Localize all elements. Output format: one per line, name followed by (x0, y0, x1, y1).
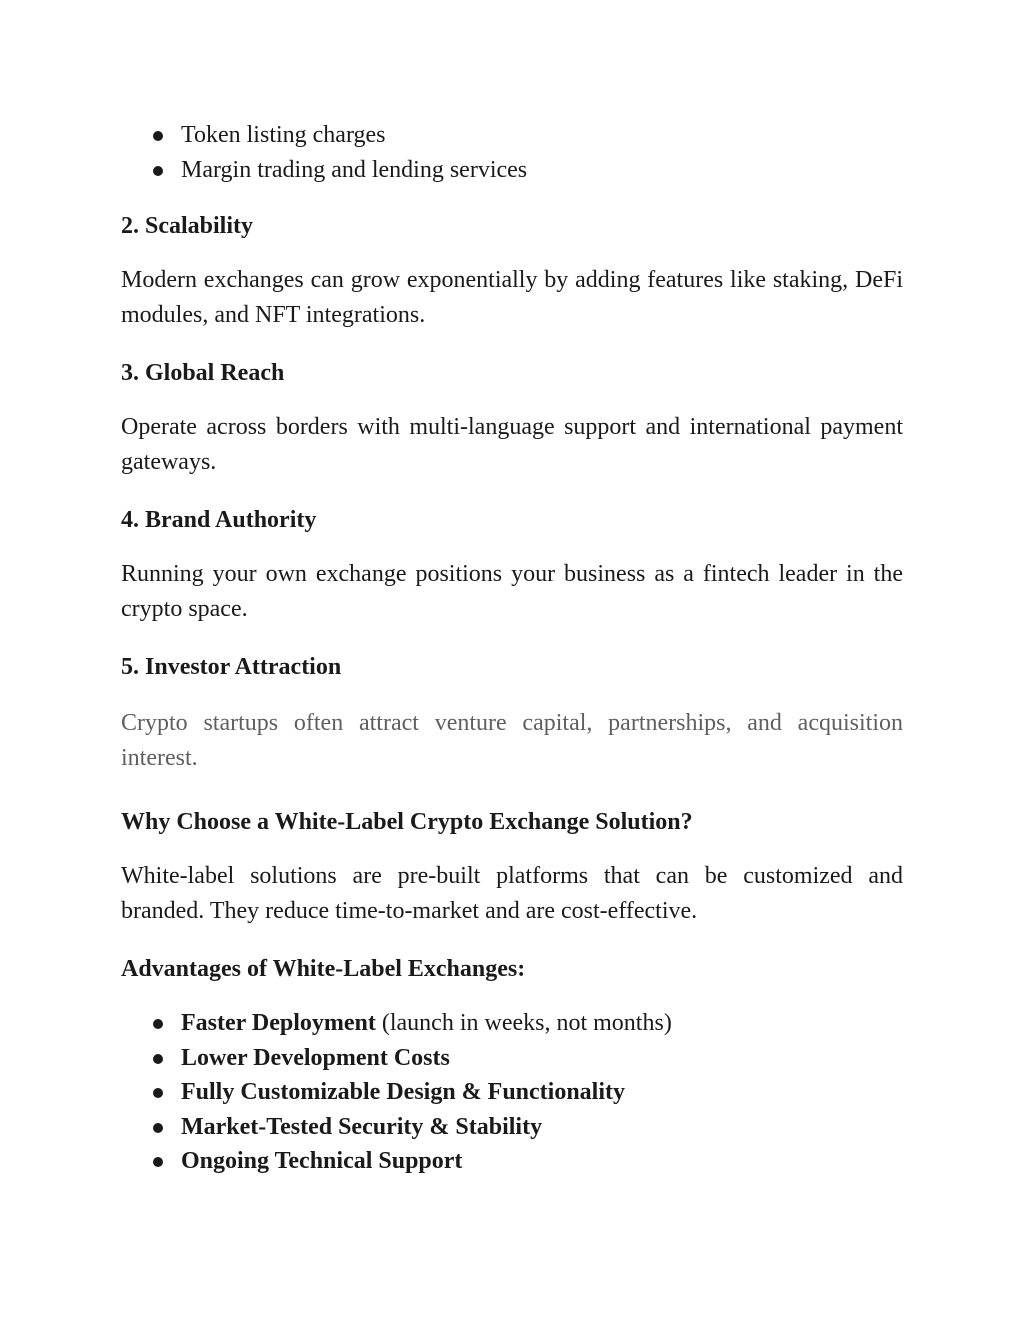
bullet-icon (153, 1019, 163, 1029)
section-heading-scalability: 2. Scalability (121, 213, 254, 239)
list-item (121, 1110, 903, 1145)
list-item (121, 1041, 903, 1076)
why-body: White-label solutions are pre-built platforms that can be customized and branded. They reduce time-to-market and are cost-effective. (121, 863, 903, 924)
list-item (121, 1144, 903, 1179)
list-item-bold: Market-Tested Security & Stability (181, 1113, 543, 1140)
why-heading: Why Choose a White-Label Crypto Exchange Solution? (121, 809, 693, 835)
advantages-heading: Advantages of White-Label Exchanges: (121, 956, 526, 982)
section-heading-brand-authority: 4. Brand Authority (121, 507, 317, 533)
bullet-icon (153, 131, 163, 141)
section-body-scalability: Modern exchanges can grow exponentially by adding features like staking, DeFi modules, and NFT integrations. (121, 267, 903, 328)
bullet-icon (153, 1088, 163, 1098)
list-item-text: Token listing charges (181, 122, 386, 148)
list-item-text: Margin trading and lending services (181, 156, 528, 183)
document-page (121, 118, 903, 1179)
list-item-bold: Faster Deployment (181, 1010, 376, 1036)
section-body-brand-authority: Running your own exchange positions your business as a fintech leader in the crypto space. (121, 561, 903, 622)
list-item (121, 1006, 903, 1041)
list-item-bold: Lower Development Costs (181, 1044, 450, 1071)
list-item-rest: (launch in weeks, not months) (375, 1010, 672, 1036)
list-item (121, 153, 903, 188)
list-item-bold: Ongoing Technical Support (181, 1148, 463, 1174)
list-item (121, 118, 903, 153)
advantages-list (121, 1006, 903, 1179)
section-heading-investor-attraction: 5. Investor Attraction (121, 654, 342, 680)
bullet-icon (153, 1123, 163, 1133)
bullet-icon (153, 1054, 163, 1064)
list-item-bold: Fully Customizable Design & Functionality (181, 1079, 626, 1105)
section-heading-global-reach: 3. Global Reach (121, 360, 285, 386)
section-body-global-reach: Operate across borders with multi-language support and international payment gateways. (121, 414, 903, 475)
intro-bullet-list (121, 118, 903, 187)
bullet-icon (153, 1157, 163, 1167)
bullet-icon (153, 166, 163, 176)
list-item (121, 1075, 903, 1110)
section-body-investor-attraction: Crypto startups often attract venture capital, partnerships, and acquisition interest. (121, 710, 903, 771)
